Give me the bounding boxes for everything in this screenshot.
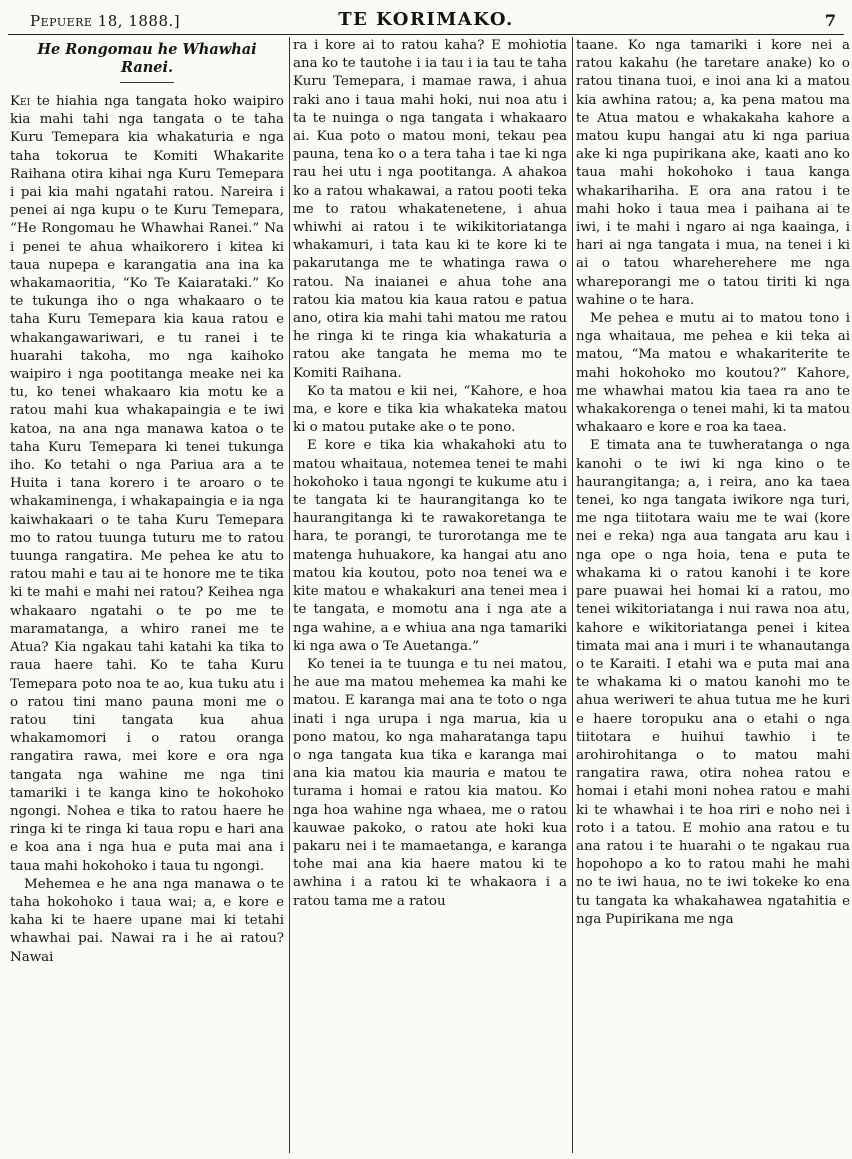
paragraph: ra i kore ai to ratou kaha? E mohiotia ana ko te tautohe i ia tau i ia tau te taha Kuru Temepara, i mamae rawa, i ahua raki ano i taua mahi hoki, nui noa atu i ta te nuinga o nga tangata i whakaaro ai. Kua poto o matou moni, tekau pea pauna, tena ko o a tera taha i tae ki nga rau hei utu i nga pootitanga. A ahakoa ko a ratou whakawai, a ratou pooti teka me to ratou whakatenetene, i ahua whiwhi ai ratou i te wikikitoriatanga whakamuri, i tata kau ki te kore ki te pakarutanga me te whatinga rawa o ratou. Na inaianei e ahua tohe ana ratou kia matou kia kaua ratou e patua ano, otira kia mahi tahi matou me ratou he ringa ki te ringa kia whakaturia a ratou ake tangata he mema mo te Komiti Raihana.: [293, 38, 567, 381]
column-divider: [289, 37, 290, 1153]
paragraph: Me pehea e mutu ai to matou tono i nga whaitaua, me pehea e kii teka ai matou, “Ma matou e whakariterite te mahi hokohoko mo koutou?” Kahore, me whawhai matou kia taea ra ano te whakakorenga o tenei mahi, ki ta matou whakaaro e kore e roa ka taea.: [576, 311, 850, 436]
paragraph: taane. Ko nga tamariki i kore nei a ratou kakahu (he taretare anake) ko o ratou tinana tuoi, e inoi ana ki a matou kia awhina ratou; a, ka pena matou ma te Atua matou e whakakaha kahore a matou kupu hangai atu ki nga pariua ake ki nga pupirikana ake, kaati ano ko taua mahi hokohoko i taua kanga whakarihariha. E ora ana ratou i te mahi hoko i taua mea i paihana ai te iwi, i te mahi i ngaro ai nga kaainga, i hari ai nga tangata i mua, na tenei i ki ai o tatou whareherehere me nga whareporangi me o tatou tiriti ki nga wahine o te hara.: [576, 38, 850, 308]
column-divider: [572, 37, 573, 1153]
dropcap-word: Kei: [10, 94, 31, 109]
paragraph: E timata ana te tuwheratanga o nga kanohi o te iwi ki nga kino o te haurangitanga; a, i reira, ano ka taea tenei, ko nga tangata iwikore nga turi, me nga tiitotara waiu me te wai (kore nei e reka) nga aua tangata aru kau i nga ope o nga hoia, tena e puta te whakama ki o ratou kanohi i te kore pare puawai hei homai ki a ratou, mo tenei wikitoriatanga i nui rawa noa atu, kahore e wikitoriatanga penei i kitea timata mai ana i muri i te whanautanga o te Karaiti. I etahi wa e puta mai ana te whakama ki o matou kanohi mo te ahua weriweri te ahua tutua me he kuri e haere toropuku ana o etahi o nga tiitotara e huihui tawhio i te arohirohitanga o to matou mahi rangatira rawa, otira nohea ratou e homai i etahi moni nohea ratou e mahi ki te whawhai i te hoa riri e noho nei i roto i a tatou. E mohio ana ratou e tu ana ratou i te huarahi o te ngakau rua hopohopo a ko to ratou mahi he mahi no te iwi haua, no te iwi tokeke ko ena tu tangata ka whakahawea ngatahitia e nga Pupirikana me nga: [576, 438, 850, 927]
column-2: [293, 37, 567, 1153]
paragraph: Ko tenei ia te tuunga e tu nei matou, he aue ma matou mehemea ka mahi ke matou. E karanga mai ana te toto o nga inati i nga urupa i nga marua, kia u pono matou, ko nga maharatanga tapu o nga tangata kua tika e karanga mai ana kia matou kia mauria e matou te turama i homai e ratou kia matou. Ko nga hoa wahine nga whaea, me o ratou kauwae pakoko, o ratou ate hoki kua pakaru nei i te mamaetanga, e karanga tohe mai ana kia haere matou ki te awhina i a ratou ki te whakaora i a ratou tama me a ratou: [293, 656, 567, 909]
paragraph: E kore e tika kia whakahoki atu to matou whaitaua, notemea tenei te mahi hokohoko i taua ngongi te kukume atu i te tangata ki te haurangitanga ko te haurangitanga ki te rawakoretanga te hara, te porangi, te turorotanga me te matenga huhuakore, ka hangai atu ano matou kia koutou, poto noa tenei wa e kite matou e whakakuri ana tenei mea i te tangata, e momotu ana i nga ate a nga wahine, a e whiua ana nga tamariki ki nga awa o Te Auetanga.”: [293, 438, 567, 654]
page-header: [8, 6, 844, 35]
newspaper-title: TE KORIMAKO.: [338, 9, 514, 30]
article-columns: [8, 35, 850, 1155]
page-number: 7: [824, 11, 836, 30]
column-1: [10, 37, 284, 1153]
column-3: [576, 37, 850, 1153]
paragraph: [10, 93, 284, 876]
paragraph: Mehemea e he ana nga manawa o te taha hokohoko i taua wai; a, e kore e kaha ki te haere upane mai ki tetahi whawhai pai. Nawai ra i he ai ratou? Nawai: [10, 876, 284, 965]
issue-date: Pepuere 18, 1888.]: [30, 12, 181, 30]
article-title: He Rongomau he Whawhai Ranei.: [10, 41, 284, 83]
paragraph-text: te hiahia nga tangata hoko waipiro kia mahi tahi nga tangata o te taha Kuru Temepara kia whakaturia e nga taha tokorua te Komiti Whakarite Raihana otira kihai nga Kuru Temepara i pai kia mahi ngatahi ratou. Nareira i penei ai nga kupu o te Kuru Temepara, “He Rongomau he Whawhai Ranei.” Na i penei te ahua whaikorero i kitea ki taua nupepa e karangatia ana ina ka whakamaoritia, “Ko Te Kaiarataki.” Ko te tukunga iho o nga whakaaro o te taha Kuru Temepara kia kaua ratou e whakangawariwari, e tu ranei i te huarahi takoha, mo nga kaihoko waipiro i nga pootitanga meake nei ka tu, ko tenei whakaaro kia motu ke a ratou mahi kua whakapaingia e te iwi katoa, na ana nga manawa katoa o te taha Kuru Temepara ki tenei tukunga iho. Ko tetahi o nga Pariua ara a te Huita i tana korero i te aroaro o te whakaminenga, i whakapaingia e ia nga kaiwhakaari o te taha Kuru Temepara mo to ratou tuunga tuturu me to ratou tuunga rangatira. Me pehea ke atu to ratou mahi e tau ai te honore me te tika ki te mahi e mahi nei ratou? Keihea nga whakaaro ngatahi o te po me te maramatanga, a whiro ranei me te Atua? Kia ngakau tahi katahi ka tika to raua haere tahi. Ko te taha Kuru Temepara poto noa te ao, kua tuku atu i o ratou tini mano pauna moni me o ratou tini tangata kua ahua whakamomori i o ratou oranga rangatira rawa, mei kore e ora nga tangata nga wahine me nga tini tamariki i te kanga kino te hokohoko ngongi. Nohea e tika to ratou haere he ringa ki te ringa ki taua ropu e hari ana e koa ana i nga hua e puta mai ana i taua mahi hokohoko i taua tu ngongi.: [10, 94, 284, 874]
paragraph: Ko ta matou e kii nei, “Kahore, e hoa ma, e kore e tika kia whakateka matou ki o matou putake ake o te pono.: [293, 383, 567, 436]
